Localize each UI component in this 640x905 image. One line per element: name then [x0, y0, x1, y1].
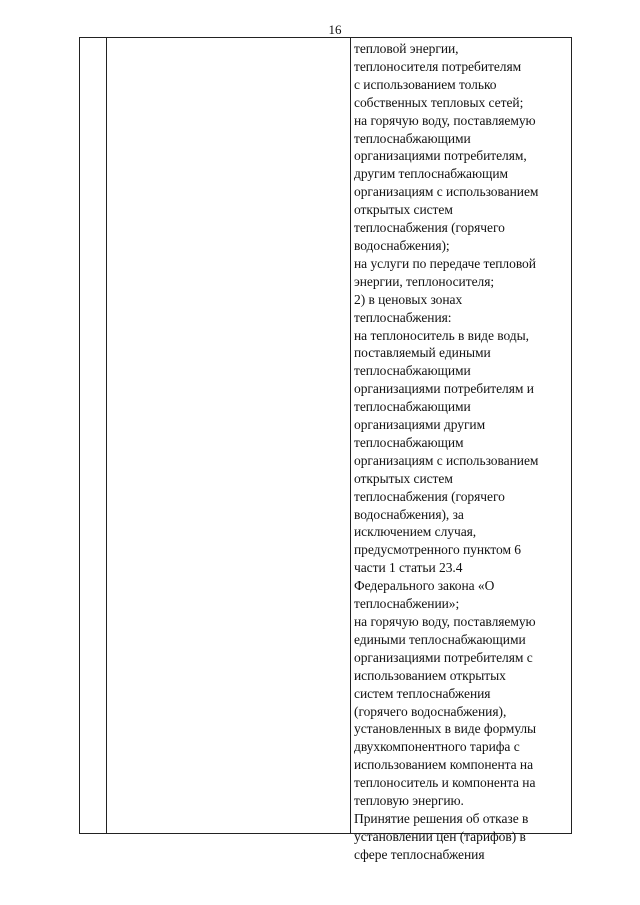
- text-line: едиными теплоснабжающими: [354, 631, 526, 647]
- text-line: части 1 статьи 23.4: [354, 560, 463, 576]
- text-line: предусмотренного пунктом 6: [354, 542, 522, 558]
- text-line: открытых систем: [354, 470, 453, 486]
- text-line: систем теплоснабжения: [354, 685, 491, 701]
- page-number: 16: [328, 22, 342, 37]
- text-line: другим теплоснабжающим: [354, 166, 509, 182]
- text-line: тепловую энергию.: [354, 793, 464, 809]
- text-line: водоснабжения);: [354, 237, 450, 253]
- text-line: исключением случая,: [354, 524, 477, 540]
- text-line: организациями потребителям,: [354, 148, 527, 164]
- table-cell-text: [354, 40, 570, 864]
- text-line: сфере теплоснабжения: [354, 846, 485, 862]
- text-line: (горячего водоснабжения),: [354, 703, 507, 719]
- text-line: на теплоноситель в виде воды,: [354, 327, 529, 343]
- text-line: Федерального закона «О: [354, 578, 495, 594]
- text-line: организациям с использованием: [354, 184, 539, 200]
- text-line: организациями потребителям с: [354, 649, 533, 665]
- text-line: теплоснабжающими: [354, 363, 471, 379]
- text-line: 2) в ценовых зонах: [354, 291, 463, 307]
- text-line: энергии, теплоносителя;: [354, 273, 495, 289]
- text-line: теплоноситель и компонента на: [354, 775, 536, 791]
- text-line: теплоснабжающим: [354, 434, 464, 450]
- text-line: теплоснабжения (горячего: [354, 220, 505, 236]
- text-line: собственных тепловых сетей;: [354, 94, 524, 110]
- text-line: на горячую воду, поставляемую: [354, 614, 536, 629]
- text-line: использованием компонента на: [354, 757, 534, 773]
- document-table: [79, 37, 572, 862]
- text-line: тепловой энергии,: [354, 41, 459, 56]
- text-line: двухкомпонентного тарифа с: [354, 739, 520, 755]
- text-line: установлении цен (тарифов) в: [354, 828, 526, 844]
- text-line: Принятие решения об отказе в: [354, 810, 529, 826]
- text-line: теплоснабжающими: [354, 130, 471, 146]
- text-line: теплоснабжающими: [354, 399, 471, 415]
- text-line: организациями другим: [354, 417, 486, 433]
- column-divider-2: [350, 38, 351, 833]
- text-line: на горячую воду, поставляемую: [354, 112, 536, 128]
- text-line: установленных в виде формулы: [354, 721, 537, 737]
- text-line: открытых систем: [354, 202, 453, 218]
- text-line: теплоносителя потребителям: [354, 58, 522, 74]
- text-line: организациями потребителям и: [354, 381, 534, 397]
- text-line: на услуги по передаче тепловой: [354, 255, 536, 271]
- text-line: с использованием только: [354, 76, 497, 92]
- text-line: организациям с использованием: [354, 452, 539, 468]
- text-line: использованием открытых: [354, 667, 506, 683]
- text-line: поставляемый едиными: [354, 345, 491, 361]
- text-line: водоснабжения), за: [354, 506, 464, 522]
- column-divider-1: [106, 38, 107, 833]
- text-line: теплоснабжения:: [354, 309, 452, 325]
- text-line: теплоснабжения (горячего: [354, 488, 505, 504]
- text-line: теплоснабжении»;: [354, 596, 460, 612]
